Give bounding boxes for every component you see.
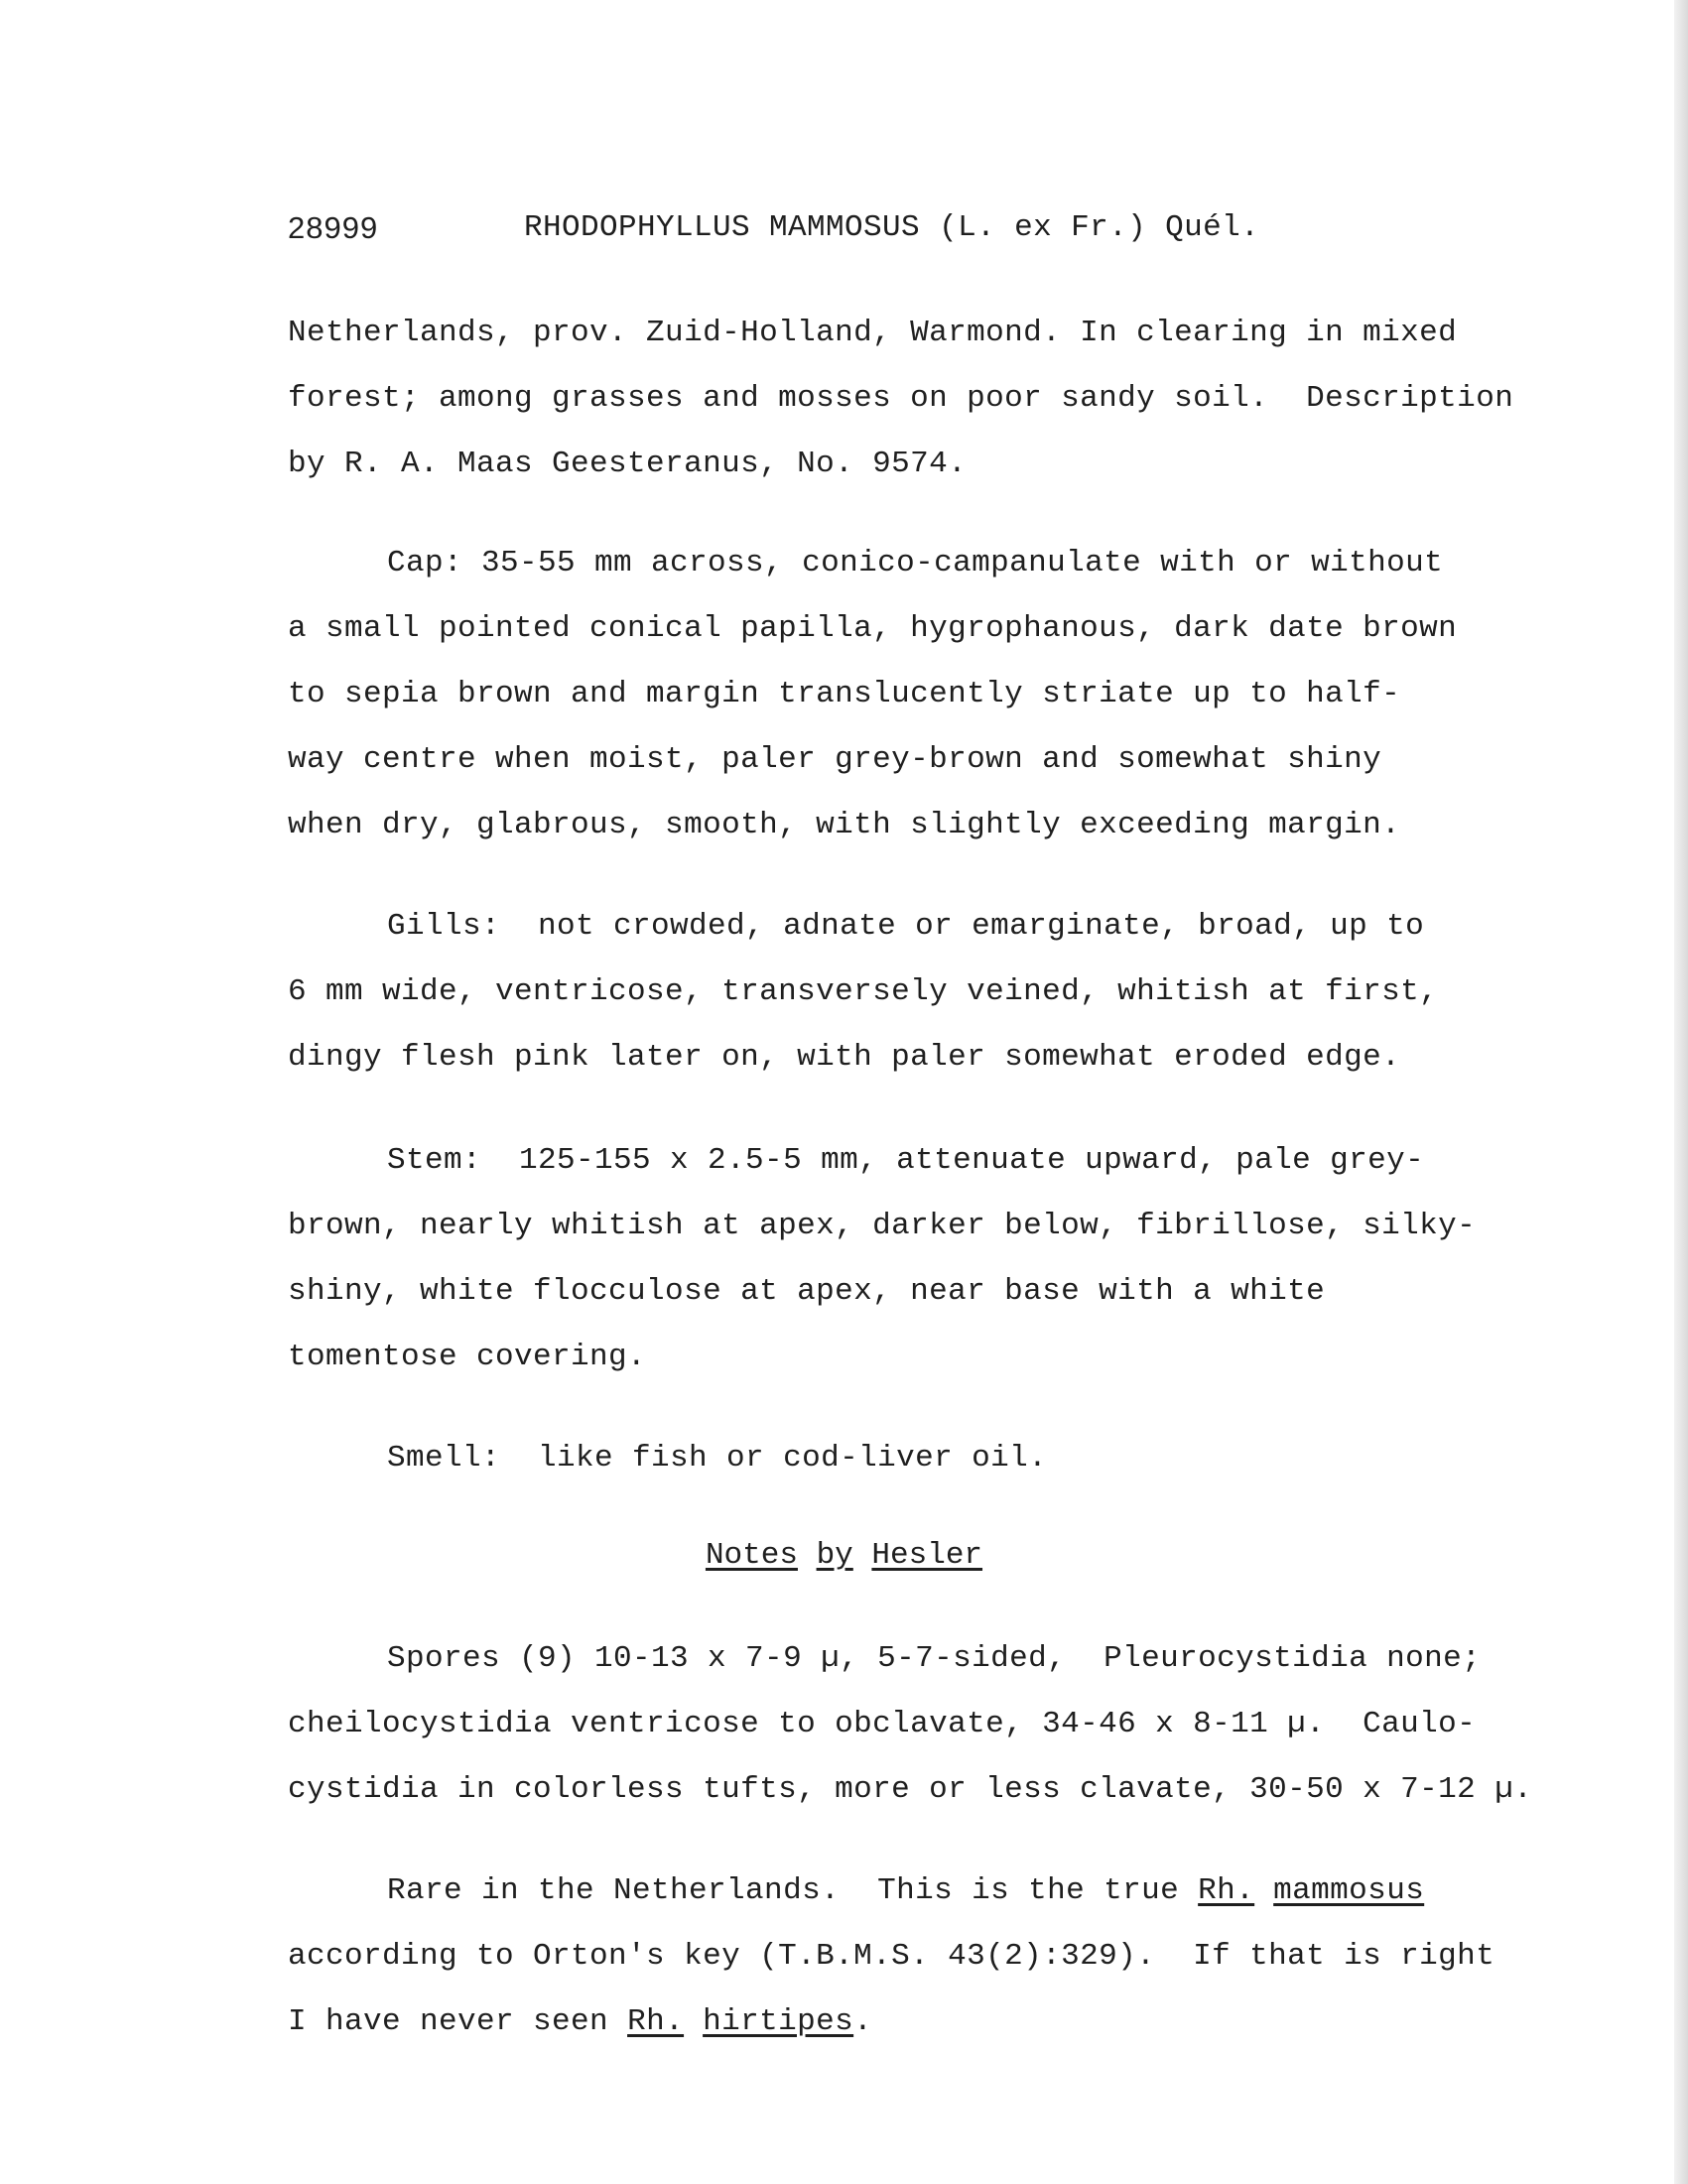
- cap-line-2: a small pointed conical papilla, hygrophanous, dark date brown: [288, 611, 1458, 646]
- genus-abbrev-rh-1: Rh.: [1198, 1873, 1255, 1908]
- smell-line: Smell: like fish or cod-liver oil.: [387, 1441, 1048, 1476]
- cap-line-1: Cap: 35-55 mm across, conico-campanulate with or without: [387, 546, 1444, 580]
- stem-line-1: Stem: 125-155 x 2.5-5 mm, attenuate upward, pale grey-: [387, 1143, 1425, 1178]
- stem-line-4: tomentose covering.: [288, 1340, 647, 1374]
- gills-line-1: Gills: not crowded, adnate or emarginate, broad, up to: [387, 909, 1425, 944]
- spores-line-1: Spores (9) 10-13 x 7-9 µ, 5-7-sided, Pleurocystidia none;: [387, 1641, 1482, 1676]
- locality-line-2: forest; among grasses and mosses on poor sandy soil. Description: [288, 381, 1514, 416]
- cap-line-5: when dry, glabrous, smooth, with slightly exceeding margin.: [288, 808, 1401, 842]
- species-name-hirtipes: hirtipes: [703, 2004, 854, 2039]
- stem-line-2: brown, nearly whitish at apex, darker below, fibrillose, silky-: [288, 1209, 1477, 1243]
- species-title: RHODOPHYLLUS MAMMOSUS (L. ex Fr.) Quél.: [524, 210, 1260, 245]
- spores-line-2: cheilocystidia ventricose to obclavate, 34-46 x 8-11 µ. Caulo-: [288, 1707, 1477, 1741]
- page-edge-shadow: [1674, 0, 1688, 2184]
- spores-line-3: cystidia in colorless tufts, more or less clavate, 30-50 x 7-12 µ.: [288, 1772, 1533, 1807]
- rare-line-2: according to Orton's key (T.B.M.S. 43(2):329). If that is right: [288, 1939, 1495, 1974]
- locality-line-1: Netherlands, prov. Zuid-Holland, Warmond. In clearing in mixed: [288, 316, 1458, 350]
- rare-line-1-space: [1254, 1873, 1273, 1908]
- rare-line-3-space: [684, 2004, 703, 2039]
- rare-line-3: [288, 2002, 872, 2042]
- notes-heading-word-3: Hesler: [871, 1538, 983, 1573]
- rare-line-1-text: Rare in the Netherlands. This is the true: [387, 1873, 1199, 1908]
- gills-line-3: dingy flesh pink later on, with paler somewhat eroded edge.: [288, 1040, 1401, 1075]
- notes-heading: [0, 1538, 1688, 1573]
- rare-line-1: [387, 1871, 1424, 1911]
- notes-heading-word-1: Notes: [705, 1538, 798, 1573]
- specimen-number: 28999: [288, 210, 379, 245]
- locality-line-3: by R. A. Maas Geesteranus, No. 9574.: [288, 447, 968, 481]
- genus-abbrev-rh-2: Rh.: [627, 2004, 685, 2039]
- stem-line-3: shiny, white flocculose at apex, near base with a white: [288, 1274, 1326, 1309]
- rare-line-3-period: .: [853, 2004, 873, 2039]
- notes-heading-word-2: by: [816, 1538, 853, 1573]
- cap-line-4: way centre when moist, paler grey-brown and somewhat shiny: [288, 742, 1382, 777]
- rare-line-3-text: I have never seen: [288, 2004, 628, 2039]
- cap-line-3: to sepia brown and margin translucently striate up to half-: [288, 677, 1401, 711]
- gills-line-2: 6 mm wide, ventricose, transversely veined, whitish at first,: [288, 974, 1439, 1009]
- species-name-mammosus: mammosus: [1273, 1873, 1425, 1908]
